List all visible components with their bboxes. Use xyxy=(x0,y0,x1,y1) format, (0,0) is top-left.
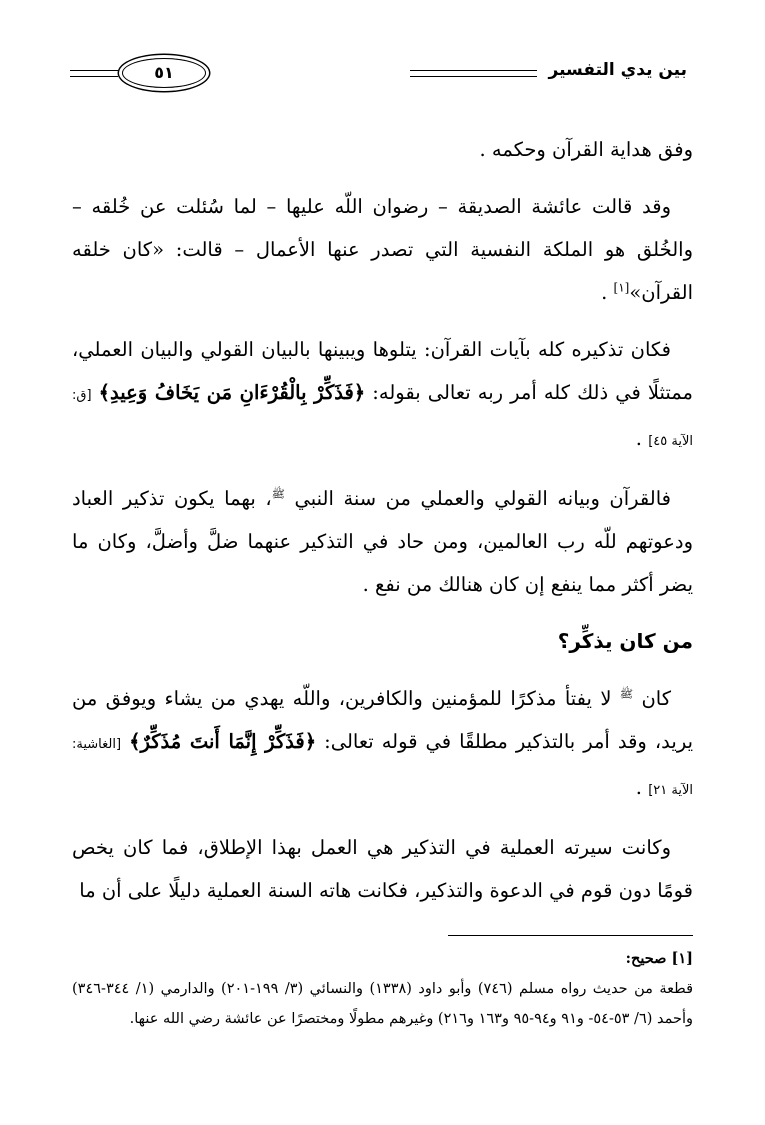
page-header xyxy=(70,58,687,92)
header-rule-right xyxy=(410,70,537,77)
paragraph-5-end: . xyxy=(635,776,649,799)
footnote-ref: [١] xyxy=(613,280,630,295)
paragraph-6: وكانت سيرته العملية في التذكير هي العمل بهذا الإطلاق، فما كان يخص قومًا دون قوم في الدعوة والتذكير، فكانت هاته السنة العملية دليلًا على أن ما xyxy=(72,836,693,902)
paragraph-4-text-b: ، بهما يكون تذكير العباد ودعوتهم للّه رب العالمين، ومن حاد في التذكير عنهما ضلَّ وأضلَّ، وكان ما يضر أكثر مما ينفع إن كان هنالك من نفع . xyxy=(72,487,693,596)
paragraph-1: وفق هداية القرآن وحكمه . xyxy=(479,138,693,161)
paragraph-3-end: . xyxy=(635,427,649,450)
footnote-text: قطعة من حديث رواه مسلم (٧٤٦) وأبو داود (١٣٣٨) والنسائي (٣/ ١٩٩-٢٠١) والدارمي (١/ ٣٤٤-٣٤٦) وأحمد (٦/ ٥٣-٥٤- و٩١ و٩٤-٩٥ و١٦٣ و٢١٦) وغيرهم مطولًا ومختصرًا عن عائشة رضي الله عنها. xyxy=(72,981,694,1027)
footnote-divider xyxy=(448,935,693,936)
footnotes xyxy=(72,944,693,1034)
section-heading: من كان يذكِّر؟ xyxy=(557,629,693,653)
paragraph-4 xyxy=(72,477,693,606)
paragraph-5 xyxy=(72,677,693,812)
verse-citation: [الغاشية: الآية ٢١] xyxy=(72,737,693,798)
verse-citation: [ق: الآية ٤٥] xyxy=(72,388,693,449)
quran-verse: ﴿فَذَكِّرْ بِالْقُرْءَانِ مَن يَخَافُ وَعِيدِ﴾ xyxy=(98,381,366,404)
footnote-title: [١] صحيح: xyxy=(625,950,693,967)
paragraph-2-end: . xyxy=(601,281,614,304)
paragraph-2 xyxy=(72,185,693,314)
paragraph-3-text: فكان تذكيره كله بآيات القرآن: يتلوها ويبينها بالبيان القولي والبيان العملي، ممتثلًا في ذلك كله أمر ربه تعالى بقوله: xyxy=(72,338,693,404)
quran-verse: ﴿فَذَكِّرْ إِنَّمَا أَنتَ مُذَكِّرٌ﴾ xyxy=(129,730,317,753)
paragraph-5-text-a: كان xyxy=(633,687,671,710)
paragraph-4-text-a: فالقرآن وبيانه القولي والعملي من سنة النبي xyxy=(284,487,671,510)
paragraph-3 xyxy=(72,328,693,463)
page-number: ٥١ xyxy=(122,58,206,88)
paragraph-5-text-b: لا يفتأ مذكرًا للمؤمنين والكافرين، واللّه يهدي من يشاء ويوفق من يريد، وقد أمر بالتذكير مطلقًا في قوله تعالى: xyxy=(72,687,694,753)
header-rule-left xyxy=(70,70,118,77)
honorific-glyph: ﷺ xyxy=(271,487,285,501)
honorific-glyph: ﷺ xyxy=(619,687,634,701)
main-text xyxy=(72,128,693,926)
paragraph-2-text: وقد قالت عائشة الصديقة – رضوان اللّه عليها – لما سُئلت عن خُلقه – والخُلق هو الملكة النفسية التي تصدر عنها الأعمال – قالت: «كان خلقه القرآن» xyxy=(72,195,693,304)
running-title: بين يدي التفسير xyxy=(548,60,687,80)
